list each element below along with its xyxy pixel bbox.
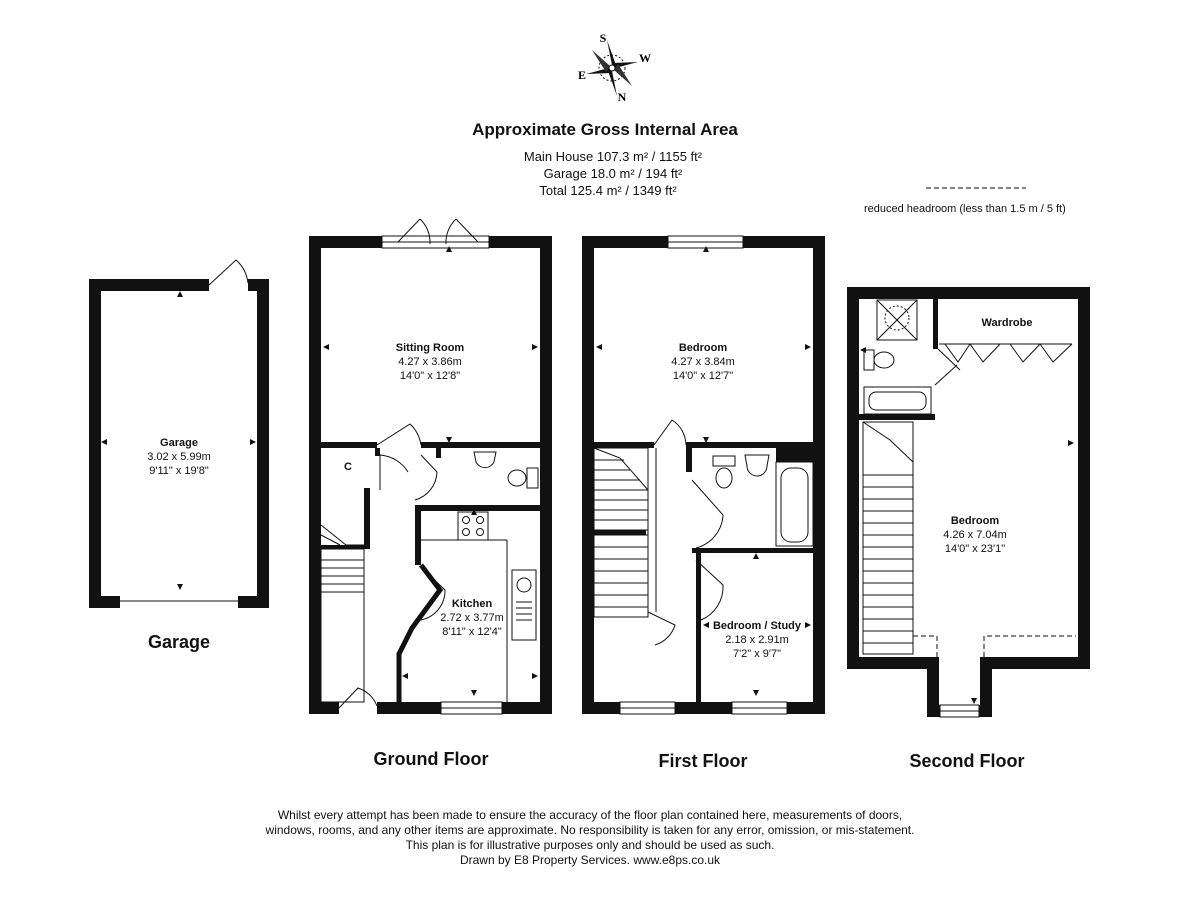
room-bedroom-first-metric: 4.27 x 3.84m bbox=[671, 356, 735, 368]
garage-area: Garage 18.0 m² / 194 ft² bbox=[543, 166, 683, 181]
floor-title-first: First Floor bbox=[658, 751, 748, 771]
main-house-area: Main House 107.3 m² / 1155 ft² bbox=[523, 149, 703, 164]
room-kitchen bbox=[440, 597, 504, 639]
floor-title-second: Second Floor bbox=[909, 751, 1025, 771]
compass-w: W bbox=[639, 51, 651, 65]
room-sitting-imperial: 14'0" x 12'8" bbox=[399, 370, 461, 382]
room-study-metric: 2.18 x 2.91m bbox=[725, 634, 789, 646]
compass-s: S bbox=[599, 31, 607, 45]
room-garage-imperial: 9'11" x 19'8" bbox=[149, 465, 209, 477]
room-garage-name: Garage bbox=[160, 437, 198, 449]
room-sitting-metric: 4.27 x 3.86m bbox=[398, 356, 462, 368]
room-bedroom-second bbox=[943, 514, 1007, 556]
room-cupboard-name: C bbox=[344, 461, 352, 473]
room-sitting bbox=[396, 341, 464, 383]
room-wardrobe-name: Wardrobe bbox=[981, 317, 1033, 329]
room-kitchen-name: Kitchen bbox=[451, 598, 493, 610]
room-sitting-name: Sitting Room bbox=[395, 342, 465, 354]
room-cupboard bbox=[344, 460, 352, 474]
room-bedroom-second-name: Bedroom bbox=[950, 515, 1000, 527]
room-bedroom-first-imperial: 14'0" x 12'7" bbox=[672, 370, 734, 382]
ground-floor-walls bbox=[309, 236, 552, 714]
area-title: Approximate Gross Internal Area bbox=[472, 120, 738, 139]
room-bedroom-first-name: Bedroom bbox=[678, 342, 728, 354]
room-study-imperial: 7'2" x 9'7" bbox=[732, 648, 782, 660]
room-kitchen-imperial: 8'11" x 12'4" bbox=[442, 626, 502, 638]
legend-text: reduced headroom (less than 1.5 m / 5 ft) bbox=[864, 203, 1066, 215]
disclaimer-line-3: This plan is for illustrative purposes only and should be used as such. bbox=[405, 838, 775, 852]
room-kitchen-metric: 2.72 x 3.77m bbox=[440, 612, 504, 624]
room-study bbox=[713, 619, 801, 661]
compass-rose bbox=[586, 40, 638, 96]
compass-e: E bbox=[577, 68, 587, 82]
room-study-name: Bedroom / Study bbox=[712, 620, 802, 632]
floor-title-ground: Ground Floor bbox=[373, 749, 489, 769]
compass-n: N bbox=[617, 90, 627, 104]
floor-title-garage: Garage bbox=[147, 632, 211, 652]
room-garage bbox=[147, 436, 211, 478]
room-garage-metric: 3.02 x 5.99m bbox=[147, 451, 211, 463]
room-wardrobe bbox=[982, 316, 1033, 330]
disclaimer bbox=[266, 808, 915, 868]
total-area: Total 125.4 m² / 1349 ft² bbox=[539, 183, 677, 198]
disclaimer-line-4: Drawn by E8 Property Services. www.e8ps.co.uk bbox=[459, 853, 721, 867]
disclaimer-line-1: Whilst every attempt has been made to ensure the accuracy of the floor plan contained here, measurements of doors, bbox=[277, 808, 903, 822]
room-bedroom-second-imperial: 14'0" x 23'1" bbox=[944, 543, 1006, 555]
room-bedroom-first bbox=[671, 341, 735, 383]
room-bedroom-second-metric: 4.26 x 7.04m bbox=[943, 529, 1007, 541]
disclaimer-line-2: windows, rooms, and any other items are approximate. No responsibility is taken for any error, omission, or mis-statement. bbox=[265, 823, 915, 837]
second-floor-walls bbox=[847, 287, 1090, 717]
